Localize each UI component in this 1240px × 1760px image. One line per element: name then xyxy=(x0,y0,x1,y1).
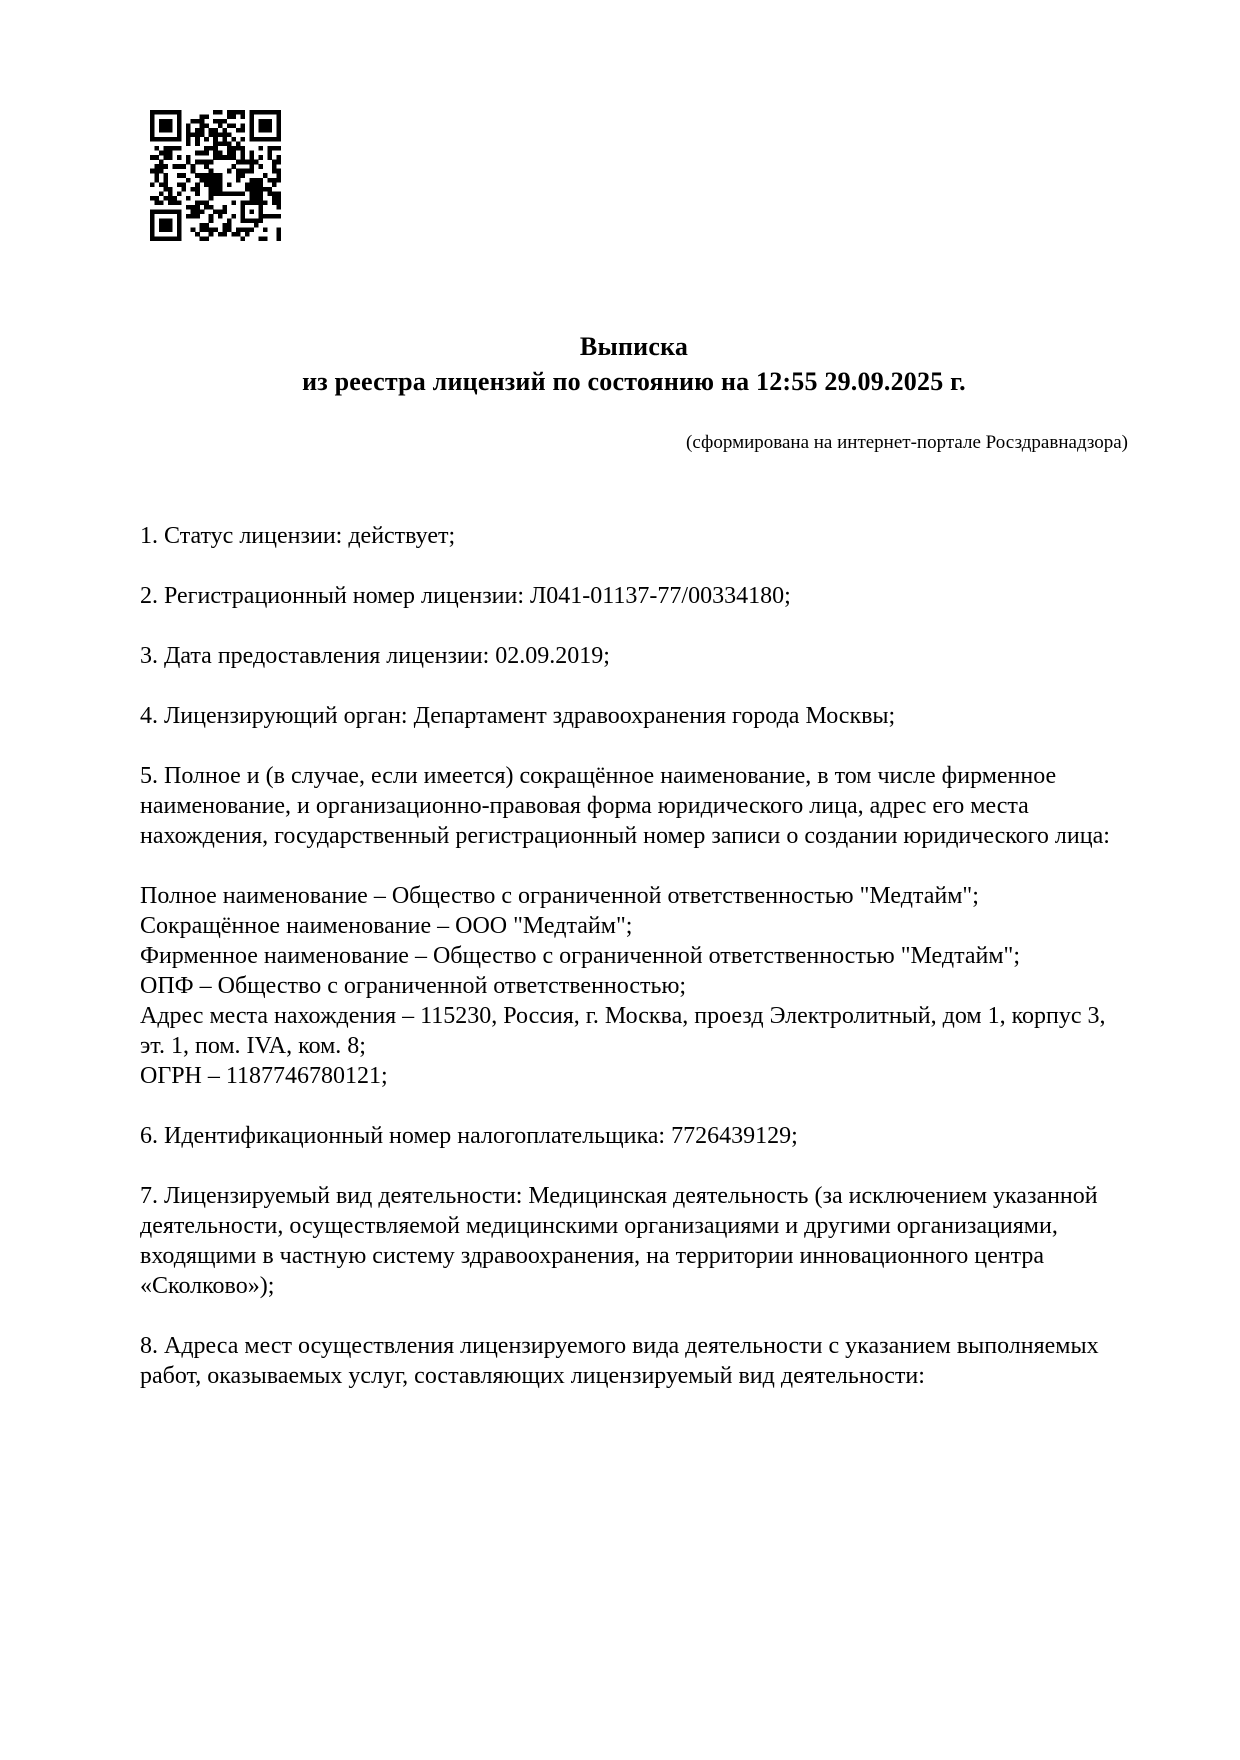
qr-code-image xyxy=(150,110,281,241)
document-body xyxy=(140,521,1128,1391)
qr-code xyxy=(150,110,281,241)
item-1-license-status: 1. Статус лицензии: действует; xyxy=(140,523,456,549)
item-3-license-date: 3. Дата предоставления лицензии: 02.09.2019; xyxy=(140,643,610,669)
company-brand-name: Фирменное наименование – Общество с ограниченной ответственностью "Медтайм"; xyxy=(140,943,1020,969)
company-short-name: Сокращённое наименование – ООО "Медтайм"; xyxy=(140,913,633,939)
item-7-licensed-activity: 7. Лицензируемый вид деятельности: Медицинская деятельность (за исключением указанной деятельности, осуществляемой медицинскими организациями и другими организациями, входящими в частную систему здравоохранения, на территории инновационного центра «Сколково»); xyxy=(140,1183,1098,1299)
title-line-1: Выписка xyxy=(579,332,689,361)
document-subtitle: (сформирована на интернет-портале Росздравнадзора) xyxy=(686,432,1128,453)
company-address: Адрес места нахождения – 115230, Россия, г. Москва, проезд Электролитный, дом 1, корпус 3, эт. 1, пом. IVA, ком. 8; xyxy=(140,1003,1106,1059)
company-legal-form: ОПФ – Общество с ограниченной ответственностью; xyxy=(140,973,687,999)
company-details-block xyxy=(140,881,1128,1091)
item-8-activity-addresses-heading: 8. Адреса мест осуществления лицензируемого вида деятельности с указанием выполняемых работ, оказываемых услуг, составляющих лицензируемый вид деятельности: xyxy=(140,1333,1099,1389)
company-ogrn: ОГРН – 1187746780121; xyxy=(140,1063,388,1089)
item-2-registration-number: 2. Регистрационный номер лицензии: Л041-01137-77/00334180; xyxy=(140,583,791,609)
item-5-legal-entity-heading: 5. Полное и (в случае, если имеется) сокращённое наименование, в том числе фирменное наименование, и организационно-правовая форма юридического лица, адрес его места нахождения, государственный регистрационный номер записи о создании юридического лица: xyxy=(140,763,1110,849)
title-line-2: из реестра лицензий по состоянию на 12:55 29.09.2025 г. xyxy=(302,367,966,396)
item-4-licensing-authority: 4. Лицензирующий орган: Департамент здравоохранения города Москвы; xyxy=(140,703,896,729)
document-page xyxy=(0,110,1240,1760)
document-title xyxy=(140,329,1128,399)
item-6-taxpayer-number: 6. Идентификационный номер налогоплательщика: 7726439129; xyxy=(140,1123,798,1149)
company-full-name: Полное наименование – Общество с ограниченной ответственностью "Медтайм"; xyxy=(140,883,979,909)
